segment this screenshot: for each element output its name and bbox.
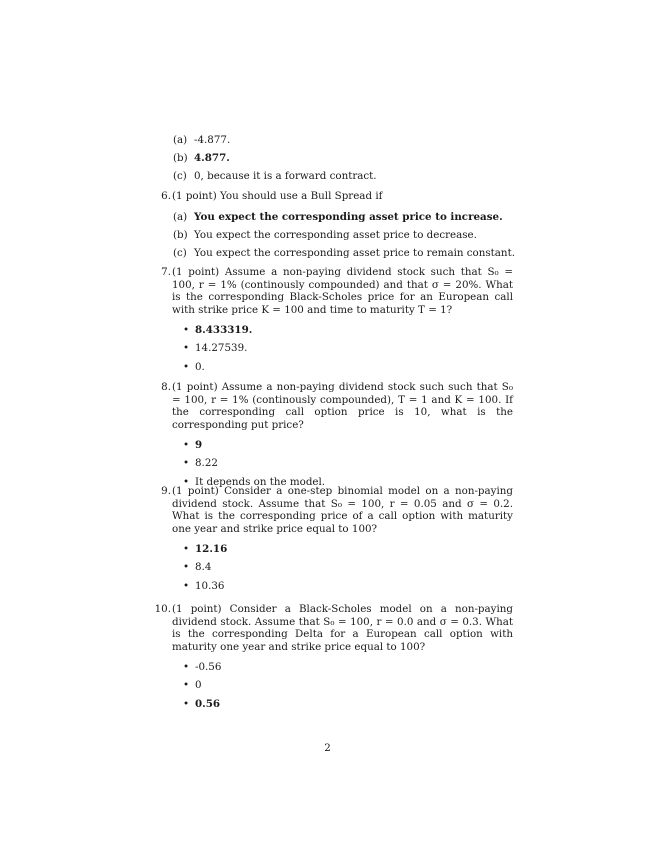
bullet-icon: • bbox=[183, 360, 190, 373]
option-text: -4.877. bbox=[194, 134, 231, 146]
option-text: You expect the corresponding asset price to decrease. bbox=[194, 228, 477, 241]
list-item bbox=[183, 324, 513, 337]
list-item bbox=[183, 457, 513, 470]
bullet-icon: • bbox=[183, 543, 190, 556]
question-9 bbox=[148, 485, 513, 598]
option-text: You expect the corresponding asset price to remain constant. bbox=[194, 246, 515, 259]
answer-text-correct: 8.433319. bbox=[195, 324, 253, 337]
bullet-icon: • bbox=[183, 324, 190, 337]
answer-list bbox=[183, 439, 513, 488]
option-text-correct: 4.877. bbox=[194, 152, 230, 165]
answer-text: 10.36 bbox=[195, 579, 225, 592]
question-8 bbox=[148, 381, 513, 494]
list-item bbox=[183, 361, 513, 374]
option-label: (c) bbox=[173, 170, 187, 183]
bullet-icon: • bbox=[183, 697, 190, 710]
question-number: 6. bbox=[161, 190, 171, 202]
list-item bbox=[183, 580, 513, 593]
list-item bbox=[183, 561, 513, 574]
list-item bbox=[183, 679, 513, 692]
question-number: 9. bbox=[161, 485, 171, 497]
answer-text: 8.4 bbox=[195, 561, 212, 574]
list-item bbox=[183, 342, 513, 355]
question-text: (1 point) Consider a Black-Scholes model on a non-paying dividend stock. Assume that S₀ = 100, r = 0.0 and σ = 0.3. What is the corresponding Delta for a European call option with maturity one year and strike price equal to 100? bbox=[172, 603, 513, 653]
question-number: 10. bbox=[154, 603, 171, 615]
list-item bbox=[183, 661, 513, 674]
option-b bbox=[173, 229, 513, 242]
answer-text-correct: 9 bbox=[195, 439, 203, 452]
bullet-icon: • bbox=[183, 439, 190, 452]
option-c bbox=[173, 170, 513, 183]
option-a bbox=[173, 134, 513, 147]
page-number: 2 bbox=[324, 742, 331, 754]
answer-text: 0 bbox=[195, 679, 202, 692]
answer-text: 14.27539. bbox=[195, 342, 248, 355]
list-item bbox=[183, 698, 513, 711]
bullet-icon: • bbox=[183, 561, 190, 574]
option-label: (b) bbox=[173, 228, 188, 241]
option-text: 0, because it is a forward contract. bbox=[194, 170, 377, 183]
question-number: 7. bbox=[161, 266, 171, 278]
answer-text-correct: 0.56 bbox=[195, 697, 221, 710]
answer-text: It depends on the model. bbox=[195, 475, 326, 488]
bullet-icon: • bbox=[183, 679, 190, 692]
bullet-icon: • bbox=[183, 661, 190, 674]
bullet-icon: • bbox=[183, 457, 190, 470]
option-label: (a) bbox=[173, 210, 188, 223]
list-item bbox=[183, 439, 513, 452]
answer-list bbox=[183, 324, 513, 373]
option-b bbox=[173, 152, 513, 165]
bullet-icon: • bbox=[183, 342, 190, 355]
option-label: (c) bbox=[173, 246, 187, 259]
question-text: (1 point) Consider a one-step binomial model on a non-paying dividend stock. Assume that S₀ = 100, r = 0.05 and σ = 0.2. What is the corresponding price of a call option with maturity one year and strike price equal to 100? bbox=[172, 485, 513, 535]
bullet-icon: • bbox=[183, 579, 190, 592]
question-text: (1 point) Assume a non-paying dividend stock such that S₀ = 100, r = 1% (continously compounded) and that σ = 20%. What is the corresponding Black-Scholes price for an European call with strike price K = 100 and time to maturity T = 1? bbox=[172, 266, 513, 316]
option-label: (a) bbox=[173, 134, 188, 146]
question-10 bbox=[148, 603, 513, 716]
answer-text: -0.56 bbox=[195, 661, 222, 674]
question-text: (1 point) You should use a Bull Spread if bbox=[172, 190, 383, 202]
answer-list bbox=[183, 543, 513, 592]
question-number: 8. bbox=[161, 381, 171, 393]
question-6 bbox=[148, 190, 513, 265]
option-a bbox=[173, 211, 513, 224]
option-c bbox=[173, 247, 513, 260]
question-text: (1 point) Assume a non-paying dividend stock such such that S₀ = 100, r = 1% (continously compounded), T = 1 and K = 100. If the corresponding call option price is 10, what is the corresponding put price? bbox=[172, 381, 513, 431]
answer-text: 8.22 bbox=[195, 457, 218, 470]
list-item bbox=[183, 543, 513, 556]
answer-text: 0. bbox=[195, 360, 205, 373]
previous-question-options bbox=[173, 134, 513, 188]
answer-text-correct: 12.16 bbox=[195, 543, 228, 556]
option-label: (b) bbox=[173, 152, 188, 165]
bullet-icon: • bbox=[183, 475, 190, 488]
question-7 bbox=[148, 266, 513, 379]
option-text-correct: You expect the corresponding asset price to increase. bbox=[194, 210, 503, 223]
question-options bbox=[173, 211, 513, 260]
answer-list bbox=[183, 661, 513, 710]
